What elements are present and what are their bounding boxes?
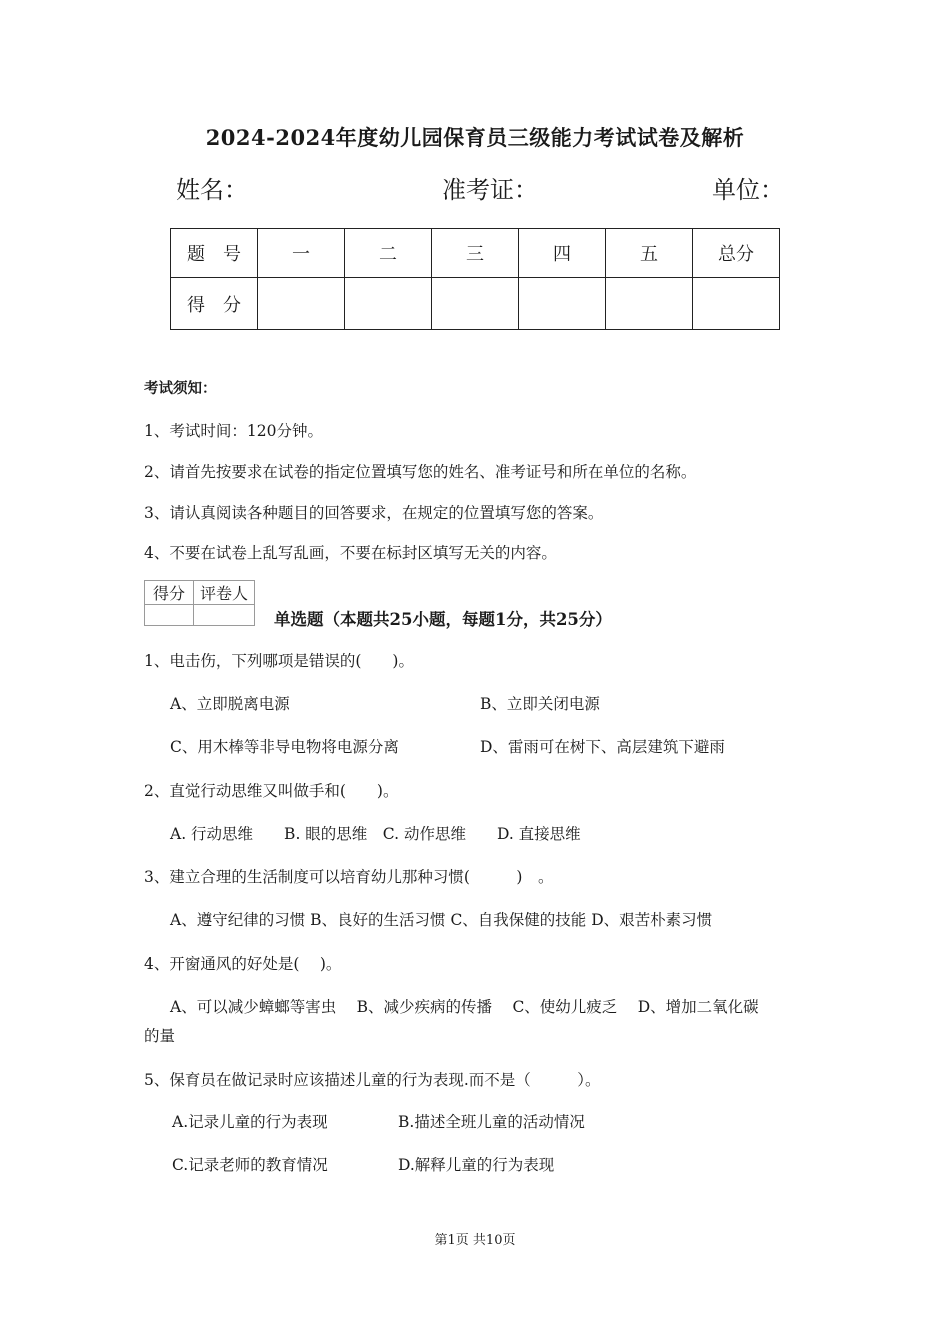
score-table-header-cell: 二 [345,229,432,278]
exam-id-field-label: 准考证： [442,176,538,204]
section-title: 单选题（本题共25小题，每题1分，共25分） [274,610,612,629]
question-options-line-continued: 的量 [144,1027,176,1045]
question-stem: 1、电击伤，下列哪项是错误的( )。 [144,652,414,670]
score-cell[interactable] [606,278,693,330]
question-options-line: A、遵守纪律的习惯 B、良好的生活习惯 C、自我保健的技能 D、艰苦朴素习惯 [170,911,713,929]
score-cell[interactable] [693,278,780,330]
notice-item: 3、请认真阅读各种题目的回答要求，在规定的位置填写您的答案。 [144,504,604,522]
grader-score-label: 得分 [145,581,194,605]
notice-item: 1、考试时间：120分钟。 [144,422,323,440]
grader-name-cell[interactable] [194,605,255,626]
score-table-score-row [171,278,780,330]
page-footer: 第1页 共10页 [434,1233,516,1248]
score-table-header-row [171,229,780,278]
grader-name-label: 评卷人 [194,581,255,605]
question-option: A、立即脱离电源 [170,695,290,713]
score-table-header-cell: 五 [606,229,693,278]
score-table-header-cell: 总分 [693,229,780,278]
question-option: B.描述全班儿童的活动情况 [398,1113,585,1131]
question-stem: 5、保育员在做记录时应该描述儿童的行为表现.而不是（ ）。 [144,1071,601,1089]
question-option: D、雷雨可在树下、高层建筑下避雨 [480,738,725,756]
question-option: C.记录老师的教育情况 [172,1156,328,1174]
grader-score-cell[interactable] [145,605,194,626]
notice-item: 2、请首先按要求在试卷的指定位置填写您的姓名、准考证号和所在单位的名称。 [144,463,697,481]
question-option: C、用木棒等非导电物将电源分离 [170,738,399,756]
score-table-header-cell: 一 [258,229,345,278]
question-options-line: A、可以减少蟑螂等害虫 B、减少疾病的传播 C、使幼儿疲乏 D、增加二氧化碳 [170,998,759,1016]
score-cell[interactable] [432,278,519,330]
question-option: D.解释儿童的行为表现 [398,1156,555,1174]
notice-heading: 考试须知： [144,380,217,397]
document-title: 2024-2024年度幼儿园保育员三级能力考试试卷及解析 [205,125,745,150]
notice-item: 4、不要在试卷上乱写乱画，不要在标封区填写无关的内容。 [144,544,557,562]
score-cell[interactable] [519,278,606,330]
question-stem: 4、开窗通风的好处是( )。 [144,955,342,973]
score-table-header-cell: 三 [432,229,519,278]
score-table [170,228,780,330]
question-stem: 2、直觉行动思维又叫做手和( )。 [144,782,399,800]
question-option: A.记录儿童的行为表现 [172,1113,328,1131]
score-cell[interactable] [258,278,345,330]
score-table-header-cell: 题 号 [171,229,258,278]
score-cell[interactable] [345,278,432,330]
question-option: B、立即关闭电源 [480,695,600,713]
score-table-header-cell: 四 [519,229,606,278]
question-options-line: A. 行动思维 B. 眼的思维 C. 动作思维 D. 直接思维 [170,825,581,843]
question-stem: 3、建立合理的生活制度可以培育幼儿那种习惯( ) 。 [144,868,554,886]
grader-table [144,580,255,626]
score-row-label: 得 分 [171,278,258,330]
unit-field-label: 单位： [712,176,784,204]
name-field-label: 姓名： [176,176,248,204]
